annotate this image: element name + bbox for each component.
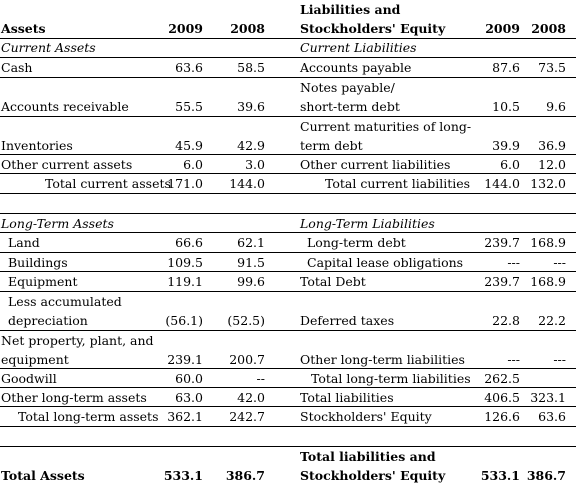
row-value: 91.5	[237, 255, 265, 270]
table-row	[0, 253, 576, 272]
row-label: Capital lease obligations	[307, 255, 464, 270]
row-value: 3.0	[245, 157, 265, 172]
row-value: 58.5	[237, 60, 265, 75]
row-value: 99.6	[237, 274, 265, 289]
row-value: 262.5	[484, 371, 520, 386]
row-value: --	[256, 371, 265, 386]
table-row	[0, 369, 576, 388]
table-row	[0, 388, 576, 407]
row-label: depreciation	[8, 313, 88, 328]
row-value: 6.0	[183, 157, 203, 172]
current-assets-section: Current Assets	[1, 40, 96, 55]
row-value: 168.9	[530, 235, 566, 250]
row-value: 119.1	[167, 274, 203, 289]
assets-header: Assets	[1, 21, 46, 36]
row-value: 171.0	[167, 176, 203, 191]
row-value: 109.5	[167, 255, 203, 270]
row-value: 239.1	[167, 352, 203, 367]
row-label: Stockholders' Equity	[300, 409, 432, 424]
assets-2009-header: 2009	[168, 21, 203, 36]
total-liabilities-equity-2008: 386.7	[526, 468, 566, 483]
total-assets-2008: 386.7	[225, 468, 265, 483]
row-value: 39.6	[237, 99, 265, 114]
total-current-liabilities-label: Total current liabilities	[325, 176, 471, 191]
total-liabilities-equity-label-line1: Total liabilities and	[300, 449, 436, 464]
table-row	[0, 331, 576, 369]
row-value: 362.1	[167, 409, 203, 424]
table-row	[0, 292, 576, 331]
row-label: equipment	[1, 352, 69, 367]
row-value: 42.9	[237, 138, 265, 153]
row-value: 60.0	[175, 371, 203, 386]
row-label: Total Debt	[300, 274, 366, 289]
row-value: 22.8	[492, 313, 520, 328]
row-value: 63.0	[175, 390, 203, 405]
row-value: (52.5)	[227, 313, 265, 328]
assets-2008-header: 2008	[230, 21, 265, 36]
row-label: Equipment	[8, 274, 78, 289]
row-value: 144.0	[484, 176, 520, 191]
row-label: Total liabilities	[300, 390, 394, 405]
total-liabilities-equity-label-line2: Stockholders' Equity	[300, 468, 446, 483]
row-value: 42.0	[237, 390, 265, 405]
row-value: 63.6	[538, 409, 566, 424]
row-label: Accounts payable	[300, 60, 412, 75]
row-value: 406.5	[484, 390, 520, 405]
total-long-term-assets-label: Total long-term assets	[18, 409, 159, 424]
long-term-liabilities-section: Long-Term Liabilities	[300, 216, 435, 231]
row-value: 9.6	[546, 99, 566, 114]
row-value: 36.9	[538, 138, 566, 153]
liabilities-2008-header: 2008	[531, 21, 566, 36]
row-label: Other long-term liabilities	[300, 352, 465, 367]
row-value: 323.1	[530, 390, 566, 405]
row-label: Goodwill	[1, 371, 57, 386]
row-value: 39.9	[492, 138, 520, 153]
total-current-assets-label: Total current assets	[45, 176, 171, 191]
row-label: Other current assets	[1, 157, 133, 172]
row-value: 62.1	[237, 235, 265, 250]
row-label: Other current liabilities	[300, 157, 451, 172]
row-value: 22.2	[538, 313, 566, 328]
table-row	[0, 233, 576, 253]
row-label: short-term debt	[300, 99, 400, 114]
row-value: 126.6	[484, 409, 520, 424]
total-long-term-liabilities-label: Total long-term liabilities	[311, 371, 471, 386]
row-value: (56.1)	[165, 313, 203, 328]
row-label: Deferred taxes	[300, 313, 395, 328]
row-value: 6.0	[500, 157, 520, 172]
row-value: 73.5	[538, 60, 566, 75]
row-value: 239.7	[484, 235, 520, 250]
table-row	[0, 78, 576, 117]
row-label: Buildings	[8, 255, 68, 270]
row-value: 66.6	[175, 235, 203, 250]
row-label: Net property, plant, and	[1, 333, 154, 348]
current-liabilities-section: Current Liabilities	[300, 40, 417, 55]
total-assets-2009: 533.1	[163, 468, 203, 483]
row-value: 45.9	[175, 138, 203, 153]
row-label: Long-term debt	[307, 235, 406, 250]
row-value: 200.7	[229, 352, 265, 367]
row-label: Notes payable/	[300, 80, 395, 95]
header-row	[0, 0, 576, 39]
row-value: ---	[507, 352, 520, 367]
table-row	[0, 407, 576, 427]
liabilities-2009-header: 2009	[485, 21, 520, 36]
row-label: Inventories	[1, 138, 73, 153]
row-value: 12.0	[538, 157, 566, 172]
row-label: Less accumulated	[8, 294, 122, 309]
table-row	[0, 174, 576, 194]
row-value: 168.9	[530, 274, 566, 289]
liabilities-header-line1: Liabilities and	[300, 2, 401, 17]
row-label: Other long-term assets	[1, 390, 147, 405]
row-label: Accounts receivable	[1, 99, 129, 114]
table-row	[0, 58, 576, 78]
row-value: 10.5	[492, 99, 520, 114]
row-value: 55.5	[175, 99, 203, 114]
row-value: ---	[507, 255, 520, 270]
table-row	[0, 155, 576, 174]
table-row	[0, 272, 576, 292]
table-row	[0, 39, 576, 58]
table-row	[0, 214, 576, 233]
row-label: Current maturities of long-	[300, 119, 472, 134]
total-assets-label: Total Assets	[1, 468, 85, 483]
row-value: 63.6	[175, 60, 203, 75]
spacer-row	[0, 194, 576, 214]
row-label: term debt	[300, 138, 363, 153]
total-liabilities-equity-2009: 533.1	[480, 468, 520, 483]
row-value: 242.7	[229, 409, 265, 424]
row-label: Land	[8, 235, 40, 250]
row-value: ---	[553, 352, 566, 367]
long-term-assets-section: Long-Term Assets	[1, 216, 114, 231]
row-value: 132.0	[530, 176, 566, 191]
row-value: 144.0	[229, 176, 265, 191]
liabilities-header-line2: Stockholders' Equity	[300, 21, 446, 36]
row-label: Cash	[1, 60, 33, 75]
spacer-row	[0, 427, 576, 447]
row-value: 87.6	[492, 60, 520, 75]
table-row	[0, 117, 576, 155]
row-value: ---	[553, 255, 566, 270]
row-value: 239.7	[484, 274, 520, 289]
total-row	[0, 447, 576, 485]
